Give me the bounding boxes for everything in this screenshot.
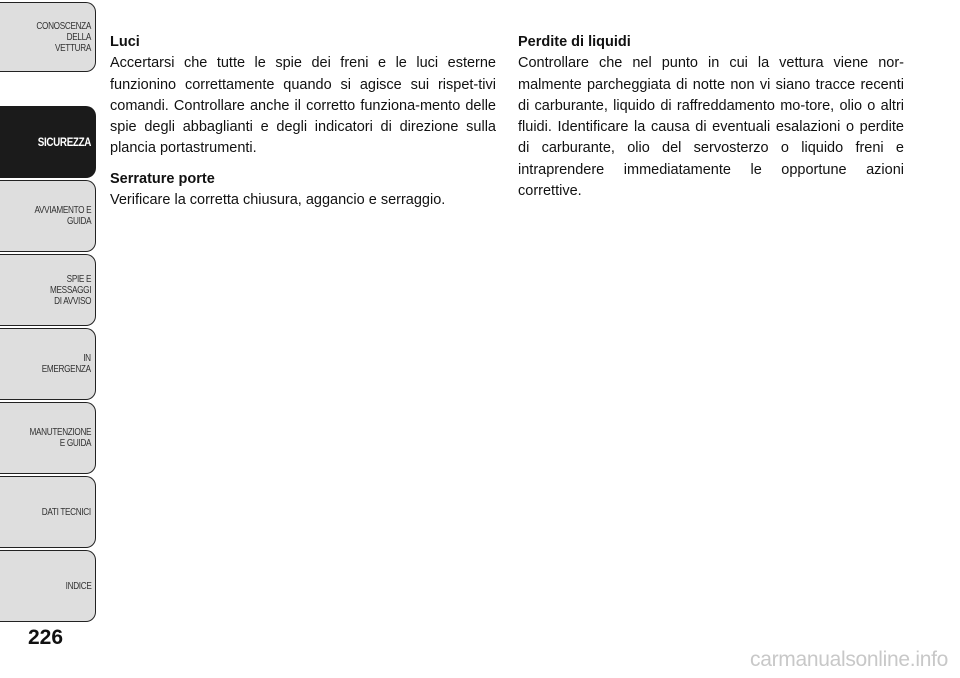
- section-heading-perdite-di-liquidi: Perdite di liquidi: [518, 34, 631, 50]
- tab-dati-tecnici[interactable]: [0, 476, 96, 548]
- tab-label: IN EMERGENZA: [42, 353, 91, 375]
- tab-avviamento-e-guida[interactable]: [0, 180, 96, 252]
- tab-in-emergenza[interactable]: [0, 328, 96, 400]
- section-body-serrature-porte: Verificare la corretta chiusura, aggancio e serraggio.: [110, 192, 446, 209]
- page-number: 226: [28, 626, 64, 649]
- tab-label: INDICE: [65, 580, 91, 592]
- right-column: [518, 32, 904, 202]
- tab-label: DATI TECNICI: [41, 506, 91, 518]
- section-heading-serrature-porte: Serrature porte: [110, 170, 215, 187]
- chapter-tabs: [0, 0, 98, 630]
- tab-label: AVVIAMENTO E GUIDA: [34, 205, 91, 227]
- tab-label: SICUREZZA: [37, 134, 91, 149]
- section-body-perdite-di-liquidi: Controllare che nel punto in cui la vettura viene nor-malmente parcheggiata di notte non vi siano tracce recenti di carburante, liquido di raffreddamento mo-tore, olio o altri fluidi. Identificare la causa di eventuali esalazioni o perdite di carburante, olio del servosterzo o liquido freni e intraprendere immediatamente le opportune azioni correttive.: [518, 55, 904, 200]
- tab-label: MANUTENZIONE E GUIDA: [29, 427, 91, 449]
- left-column: [110, 32, 496, 211]
- tab-conoscenza-della-vettura[interactable]: [0, 2, 96, 72]
- tab-indice[interactable]: [0, 550, 96, 622]
- tab-sicurezza[interactable]: [0, 106, 96, 178]
- tab-spie-e-messaggi-di-avviso[interactable]: [0, 254, 96, 326]
- tab-manutenzione-e-guida[interactable]: [0, 402, 96, 474]
- tab-label: SPIE E MESSAGGI DI AVVISO: [49, 273, 91, 307]
- tab-label: CONOSCENZA DELLA VETTURA: [36, 20, 91, 54]
- section-body-luci: Accertarsi che tutte le spie dei freni e le luci esterne funzionino correttamente quando si agisce sui rispet-tivi comandi. Controllare anche il corretto funziona-mento delle spie degli abbaglianti e degli indicatori di direzione sulla plancia portastrumenti.: [110, 55, 496, 157]
- watermark: carmanualsonline.info: [750, 648, 948, 671]
- section-heading-luci: Luci: [110, 34, 140, 50]
- section-gap: [110, 160, 496, 169]
